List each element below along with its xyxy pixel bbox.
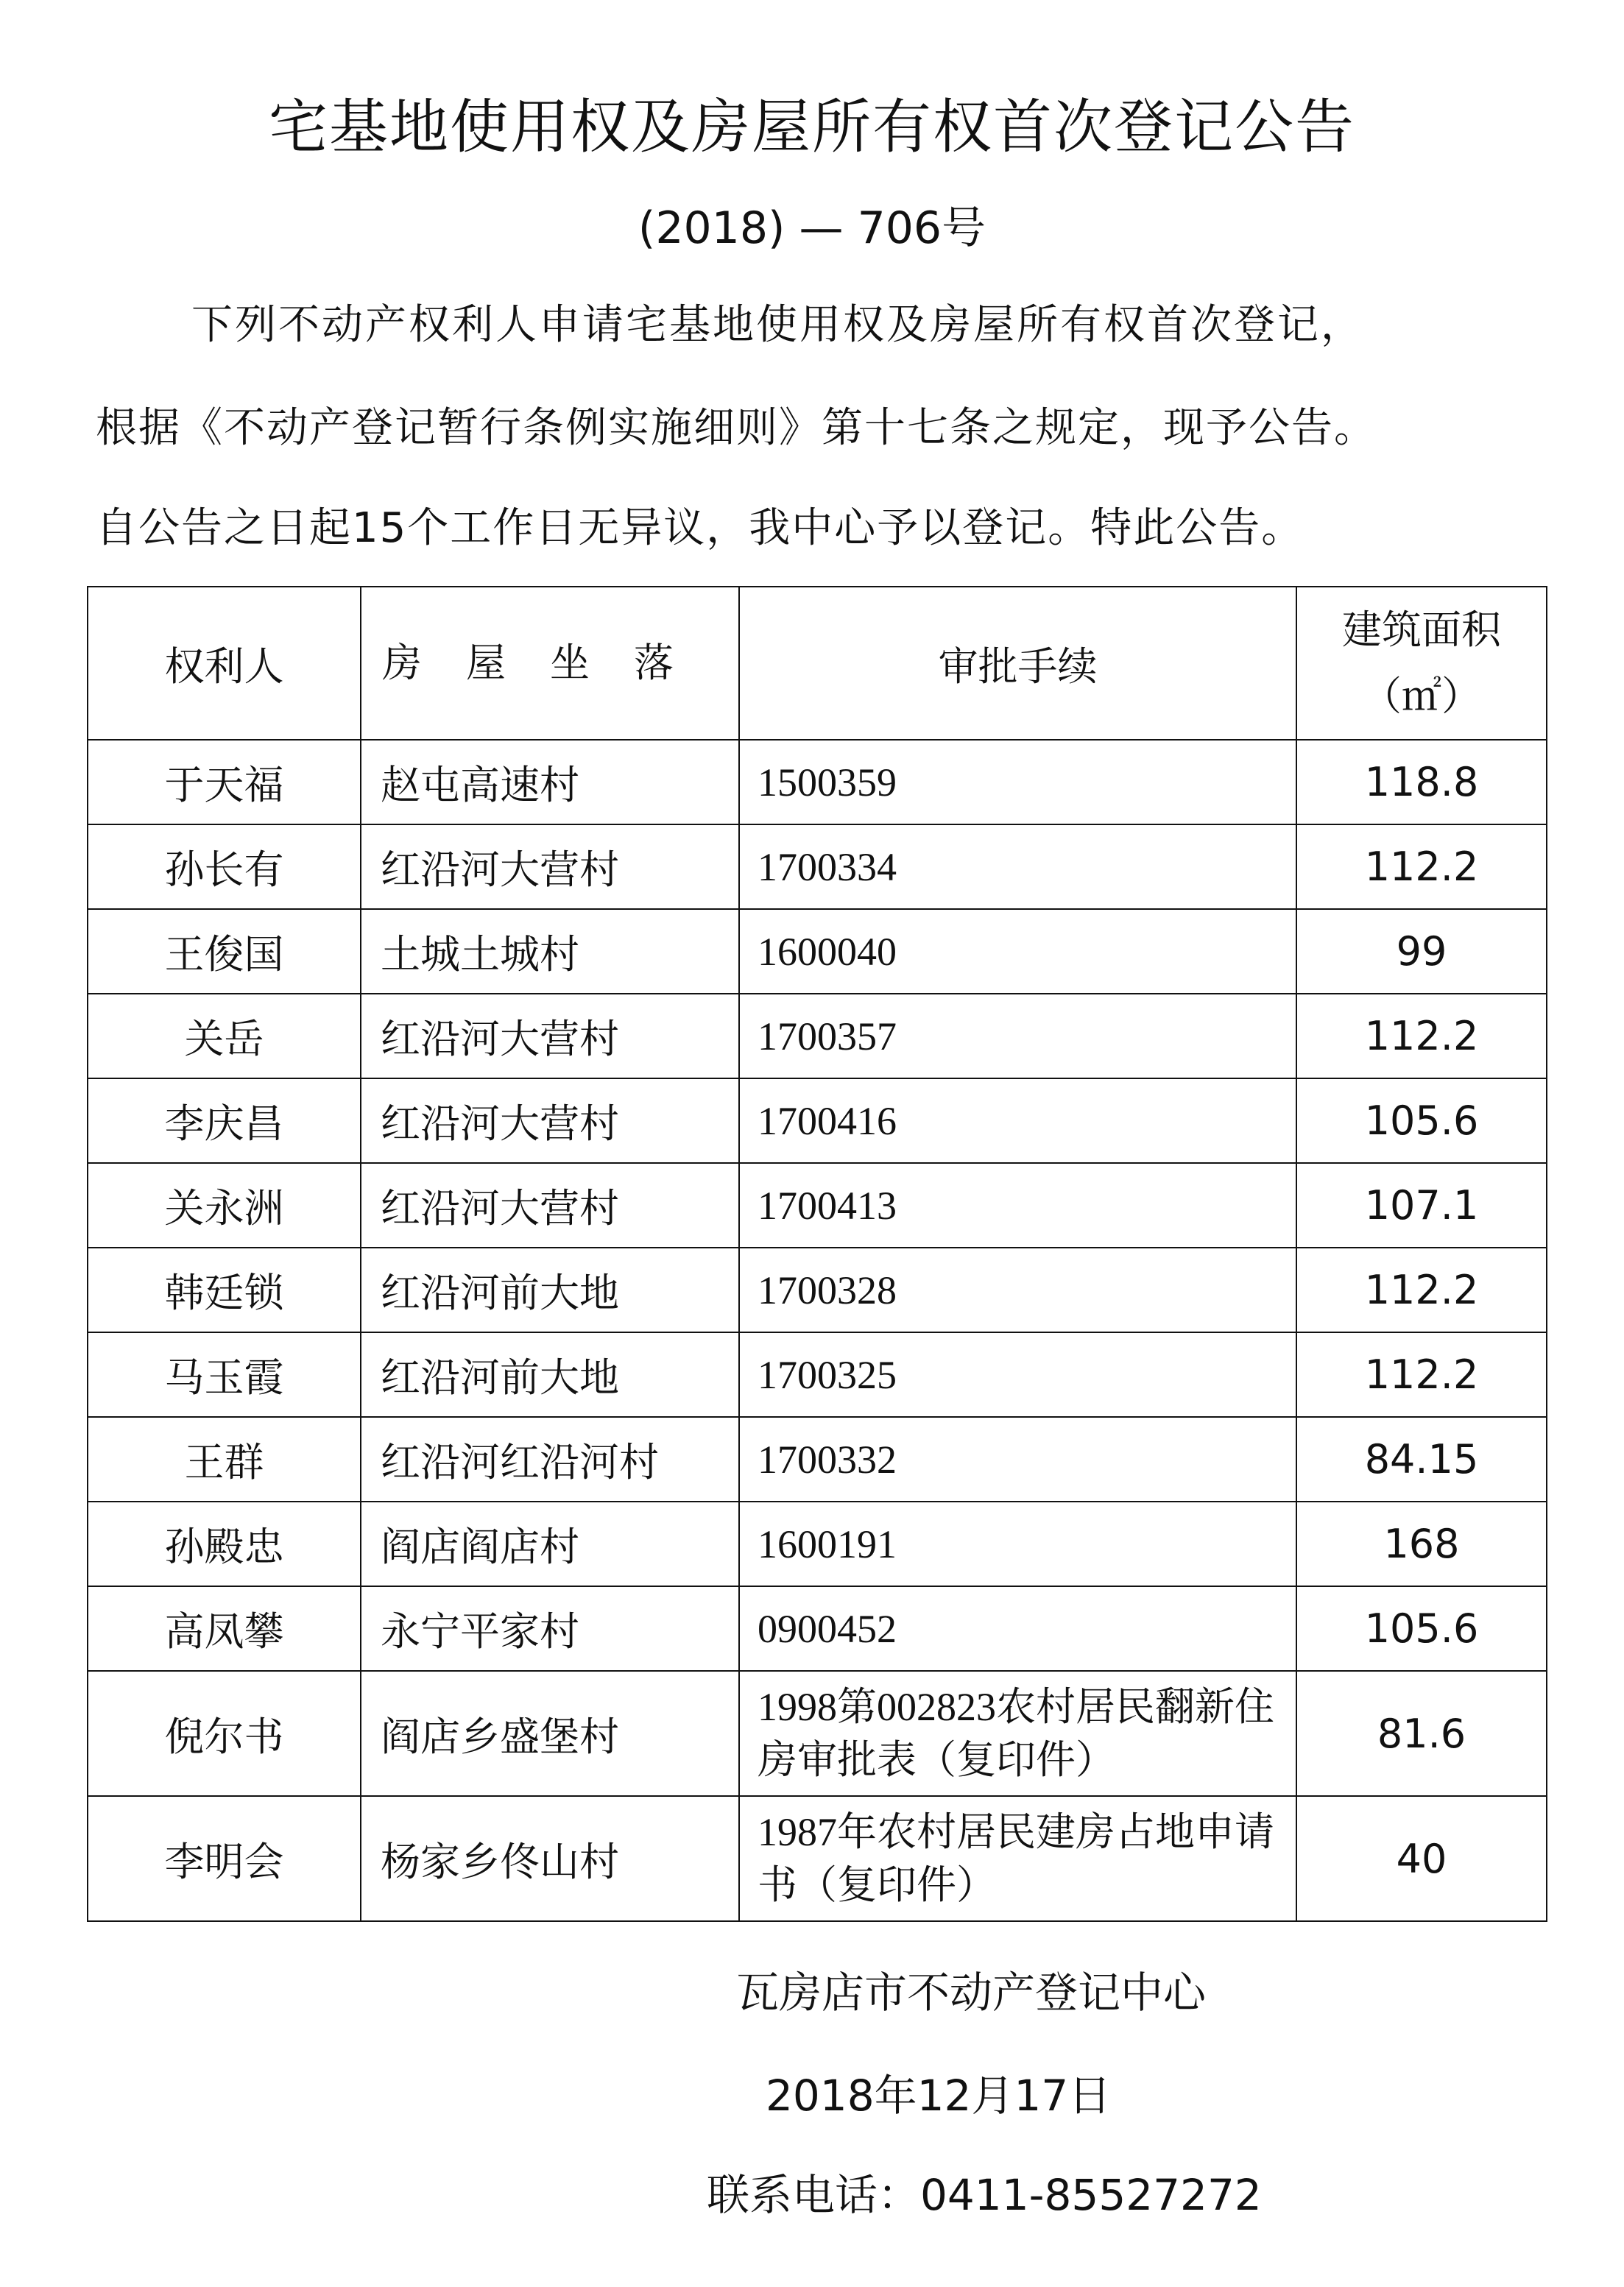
cell-holder: 韩廷锁 xyxy=(88,1248,361,1332)
cell-approval xyxy=(739,1796,1296,1921)
table-row xyxy=(88,994,1547,1078)
cell-holder: 关永洲 xyxy=(88,1163,361,1248)
cell-area: 112.2 xyxy=(1296,824,1547,909)
table-row xyxy=(88,1163,1547,1248)
cell-approval xyxy=(739,1417,1296,1502)
cell-approval-text: 1700325 xyxy=(758,1352,897,1397)
cell-area: 168 xyxy=(1296,1502,1547,1586)
cell-area: 84.15 xyxy=(1296,1417,1547,1502)
cell-approval xyxy=(739,1332,1296,1417)
header-area-label: 建筑面积（㎡） xyxy=(1342,607,1501,719)
cell-approval-text: 1700334 xyxy=(758,844,897,889)
issuing-organization: 瓦房店市不动产登记中心 xyxy=(736,1968,1207,2018)
cell-approval xyxy=(739,909,1296,994)
table-header-row xyxy=(88,587,1547,740)
header-location xyxy=(361,587,739,740)
table-row xyxy=(88,1248,1547,1332)
cell-location: 红沿河大营村 xyxy=(361,1078,739,1163)
cell-holder: 于天福 xyxy=(88,740,361,824)
cell-holder: 孙殿忠 xyxy=(88,1502,361,1586)
cell-area: 40 xyxy=(1296,1796,1547,1921)
header-location-label: 房屋坐落 xyxy=(382,640,718,686)
table-row xyxy=(88,1796,1547,1921)
table-row xyxy=(88,1332,1547,1417)
cell-area: 118.8 xyxy=(1296,740,1547,824)
header-area xyxy=(1296,587,1547,740)
cell-area: 112.2 xyxy=(1296,994,1547,1078)
cell-approval xyxy=(739,824,1296,909)
cell-holder: 孙长有 xyxy=(88,824,361,909)
cell-area: 107.1 xyxy=(1296,1163,1547,1248)
cell-approval-text: 0900452 xyxy=(758,1606,897,1651)
cell-approval xyxy=(739,1671,1296,1796)
contact-phone: 联系电话：0411-85527272 xyxy=(707,2170,1262,2220)
cell-approval xyxy=(739,740,1296,824)
registration-table xyxy=(87,586,1547,1922)
cell-approval-text: 1700357 xyxy=(758,1014,897,1058)
cell-location: 红沿河大营村 xyxy=(361,994,739,1078)
cell-holder: 李庆昌 xyxy=(88,1078,361,1163)
cell-area: 105.6 xyxy=(1296,1078,1547,1163)
table-row xyxy=(88,824,1547,909)
cell-approval-text: 1500359 xyxy=(758,760,897,805)
notice-paragraph-line-2: 根据《不动产登记暂行条例实施细则》第十七条之规定，现予公告。 xyxy=(96,404,1377,452)
cell-approval xyxy=(739,1586,1296,1671)
cell-location: 红沿河前大地 xyxy=(361,1332,739,1417)
table-row xyxy=(88,1586,1547,1671)
cell-holder: 王俊国 xyxy=(88,909,361,994)
cell-approval xyxy=(739,1078,1296,1163)
table-row xyxy=(88,909,1547,994)
table-row xyxy=(88,1671,1547,1796)
cell-location: 永宁平家村 xyxy=(361,1586,739,1671)
cell-area: 112.2 xyxy=(1296,1332,1547,1417)
cell-holder: 关岳 xyxy=(88,994,361,1078)
cell-holder: 王群 xyxy=(88,1417,361,1502)
cell-holder: 倪尔书 xyxy=(88,1671,361,1796)
cell-approval-text: 1700416 xyxy=(758,1098,897,1143)
cell-location: 红沿河大营村 xyxy=(361,1163,739,1248)
cell-location: 红沿河红沿河村 xyxy=(361,1417,739,1502)
cell-approval-text: 1700332 xyxy=(758,1437,897,1482)
cell-location: 土城土城村 xyxy=(361,909,739,994)
table-row xyxy=(88,1078,1547,1163)
header-holder: 权利人 xyxy=(88,587,361,740)
notice-number: (2018) — 706号 xyxy=(638,202,986,254)
table-row xyxy=(88,740,1547,824)
page-title: 宅基地使用权及房屋所有权首次登记公告 xyxy=(269,93,1355,161)
cell-area: 81.6 xyxy=(1296,1671,1547,1796)
cell-approval-text: 1700413 xyxy=(758,1183,897,1228)
cell-holder: 李明会 xyxy=(88,1796,361,1921)
table-row xyxy=(88,1417,1547,1502)
issue-date: 2018年12月17日 xyxy=(766,2071,1112,2121)
cell-approval xyxy=(739,1502,1296,1586)
notice-paragraph-line-3: 自公告之日起15个工作日无异议，我中心予以登记。特此公告。 xyxy=(96,504,1305,552)
cell-area: 99 xyxy=(1296,909,1547,994)
cell-approval-text: 1987年农村居民建房占地申请书（复印件） xyxy=(758,1810,1274,1907)
cell-approval-text: 1998第002823农村居民翻新住房审批表（复印件） xyxy=(758,1685,1274,1782)
table-row xyxy=(88,1502,1547,1586)
cell-approval xyxy=(739,1163,1296,1248)
cell-approval-text: 1600191 xyxy=(758,1521,897,1566)
cell-location: 阎店阎店村 xyxy=(361,1502,739,1586)
cell-approval-text: 1600040 xyxy=(758,929,897,974)
cell-approval-text: 1700328 xyxy=(758,1268,897,1312)
cell-area: 105.6 xyxy=(1296,1586,1547,1671)
cell-location: 阎店乡盛堡村 xyxy=(361,1671,739,1796)
header-approval: 审批手续 xyxy=(739,587,1296,740)
cell-location: 红沿河大营村 xyxy=(361,824,739,909)
table-body xyxy=(88,740,1547,1921)
cell-approval xyxy=(739,1248,1296,1332)
notice-paragraph-line-1: 下列不动产权利人申请宅基地使用权及房屋所有权首次登记， xyxy=(191,301,1364,349)
cell-approval xyxy=(739,994,1296,1078)
cell-holder: 马玉霞 xyxy=(88,1332,361,1417)
cell-location: 杨家乡佟山村 xyxy=(361,1796,739,1921)
cell-location: 赵屯高速村 xyxy=(361,740,739,824)
cell-holder: 高凤攀 xyxy=(88,1586,361,1671)
cell-location: 红沿河前大地 xyxy=(361,1248,739,1332)
cell-area: 112.2 xyxy=(1296,1248,1547,1332)
